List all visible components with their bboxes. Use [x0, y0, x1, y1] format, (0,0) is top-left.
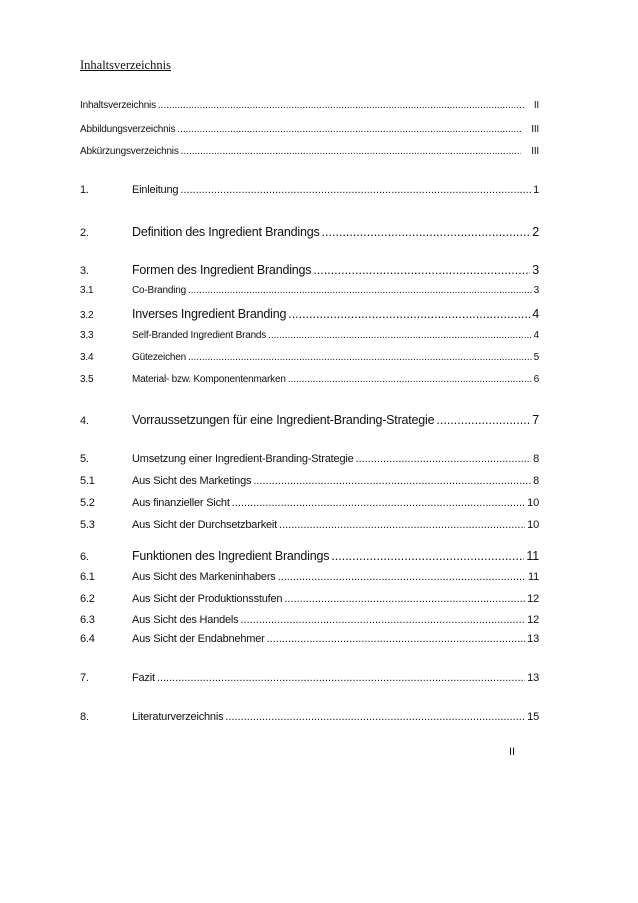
- toc-leader-dots: [313, 263, 530, 277]
- toc-leader-dots: [284, 593, 525, 605]
- toc-leader-dots: [436, 413, 530, 427]
- toc-entry-title: Aus Sicht des Handels: [132, 614, 239, 626]
- page-number: II: [509, 746, 516, 758]
- toc-entry-page: 3: [533, 285, 539, 296]
- toc-entry-number: 6.4: [80, 633, 95, 645]
- toc-entry-title: Inhaltsverzeichnis: [80, 100, 156, 111]
- toc-entry-page: 11: [527, 571, 539, 583]
- toc-entry-number: 7.: [80, 672, 89, 684]
- toc-subentry[interactable]: [80, 330, 539, 341]
- toc-entry-title: Fazit: [132, 672, 155, 684]
- toc-subentry[interactable]: [80, 593, 539, 605]
- toc-entry-title: Umsetzung einer Ingredient-Branding-Strategie: [132, 453, 354, 465]
- toc-leader-dots: [225, 711, 525, 723]
- toc-leader-dots: [157, 672, 525, 684]
- toc-entry-page: 12: [527, 614, 539, 626]
- toc-entry-title: Definition des Ingredient Brandings: [132, 225, 320, 239]
- toc-leader-dots: [288, 374, 532, 385]
- toc-entry-page: 1: [533, 184, 539, 196]
- toc-leader-dots: [180, 184, 531, 196]
- toc-entry-title: Aus finanzieller Sicht: [132, 497, 230, 509]
- toc-entry-title: Aus Sicht der Produktionsstufen: [132, 593, 283, 605]
- toc-entry-number: 5.1: [80, 475, 95, 487]
- toc-leader-dots: [158, 100, 524, 111]
- toc-entry-title: Aus Sicht des Markeninhabers: [132, 571, 276, 583]
- toc-entry[interactable]: [80, 711, 539, 723]
- toc-leader-dots: [181, 146, 522, 157]
- toc-entry-number: 3.1: [80, 285, 94, 296]
- toc-entry-page: 13: [527, 672, 539, 684]
- toc-subentry[interactable]: [80, 285, 539, 296]
- toc-entry-number: 4.: [80, 415, 89, 427]
- toc-entry-number: 6.2: [80, 593, 95, 605]
- toc-entry[interactable]: [80, 184, 539, 196]
- toc-entry[interactable]: [80, 453, 539, 465]
- toc-entry-number: 3.5: [80, 374, 94, 385]
- toc-entry-page: 10: [527, 519, 539, 531]
- toc-leader-dots: [267, 633, 526, 645]
- toc-entry-page: 3: [532, 263, 539, 277]
- toc-leader-dots: [188, 285, 532, 296]
- toc-subentry[interactable]: [80, 519, 539, 531]
- toc-entry-title: Einleitung: [132, 184, 179, 196]
- toc-entry-number: 6.1: [80, 571, 95, 583]
- toc-entry-page: 15: [527, 711, 539, 723]
- toc-heading: Inhaltsverzeichnis: [80, 58, 171, 72]
- toc-entry-page: 13: [527, 633, 539, 645]
- toc-entry-title: Self-Branded Ingredient Brands: [132, 330, 267, 341]
- toc-entry-title: Vorraussetzungen für eine Ingredient-Branding-Strategie: [132, 413, 435, 427]
- toc-entry-number: 2.: [80, 227, 89, 239]
- toc-entry-title: Aus Sicht des Marketings: [132, 475, 252, 487]
- toc-leader-dots: [331, 549, 524, 563]
- toc-entry-page: 2: [532, 225, 539, 239]
- toc-entry-number: 5.2: [80, 497, 95, 509]
- toc-entry-number: 8.: [80, 711, 89, 723]
- toc-entry-page: III: [531, 146, 539, 157]
- toc-entry-page: 5: [533, 352, 539, 363]
- toc-subentry[interactable]: [80, 475, 539, 487]
- toc-front-entry[interactable]: [80, 124, 539, 135]
- toc-entry[interactable]: [80, 225, 539, 239]
- toc-entry-page: 7: [532, 413, 539, 427]
- toc-entry-number: 5.3: [80, 519, 95, 531]
- toc-subentry[interactable]: [80, 374, 539, 385]
- toc-entry-title: Aus Sicht der Durchsetzbarkeit: [132, 519, 278, 531]
- toc-entry-title: Aus Sicht der Endabnehmer: [132, 633, 265, 645]
- toc-entry-page: III: [531, 124, 539, 135]
- toc-entry-title: Formen des Ingredient Brandings: [132, 263, 312, 277]
- toc-entry-number: 1.: [80, 184, 89, 196]
- toc-entry-number: 5.: [80, 453, 89, 465]
- toc-entry-number: 6.: [80, 551, 89, 563]
- toc-entry-page: II: [533, 100, 539, 111]
- toc-entry-title: Inverses Ingredient Branding: [132, 307, 287, 321]
- toc-entry[interactable]: [80, 263, 539, 277]
- toc-entry-page: 8: [533, 475, 539, 487]
- toc-leader-dots: [356, 453, 532, 465]
- toc-leader-dots: [253, 475, 531, 487]
- toc-entry-title: Abkürzungsverzeichnis: [80, 146, 179, 157]
- toc-entry-title: Gütezeichen: [132, 352, 186, 363]
- toc-entry-page: 4: [533, 330, 539, 341]
- toc-entry-number: 3.2: [80, 310, 94, 321]
- toc-leader-dots: [322, 225, 531, 239]
- toc-entry-title: Co-Branding: [132, 285, 186, 296]
- toc-subentry[interactable]: [80, 352, 539, 363]
- toc-front-entry[interactable]: [80, 100, 539, 111]
- toc-subentry[interactable]: [80, 633, 539, 645]
- toc-entry-number: 3.4: [80, 352, 94, 363]
- toc-leader-dots: [240, 614, 525, 626]
- toc-entry-number: 3.: [80, 265, 89, 277]
- toc-leader-dots: [279, 519, 525, 531]
- toc-entry-title: Abbildungsverzeichnis: [80, 124, 176, 135]
- toc-subentry[interactable]: [80, 571, 539, 583]
- toc-entry-number: 3.3: [80, 330, 94, 341]
- toc-leader-dots: [188, 352, 532, 363]
- toc-entry-title: Literaturverzeichnis: [132, 711, 224, 723]
- toc-subentry[interactable]: [80, 307, 539, 321]
- toc-entry-number: 6.3: [80, 614, 95, 626]
- toc-entry[interactable]: [80, 549, 539, 563]
- toc-entry-page: 10: [527, 497, 539, 509]
- toc-leader-dots: [177, 124, 521, 135]
- toc-leader-dots: [288, 307, 530, 321]
- toc-entry-page: 8: [533, 453, 539, 465]
- toc-subentry[interactable]: [80, 497, 539, 509]
- toc-entry-page: 11: [526, 549, 539, 563]
- toc-entry[interactable]: [80, 672, 539, 684]
- toc-entry-title: Funktionen des Ingredient Brandings: [132, 549, 330, 563]
- toc-entry-page: 4: [532, 307, 539, 321]
- toc-entry-page: 6: [533, 374, 539, 385]
- toc-leader-dots: [232, 497, 525, 509]
- toc-subentry[interactable]: [80, 614, 539, 626]
- toc-entry-page: 12: [527, 593, 539, 605]
- toc-leader-dots: [268, 330, 532, 341]
- toc-entry[interactable]: [80, 413, 539, 427]
- toc-leader-dots: [278, 571, 526, 583]
- toc-entry-title: Material- bzw. Komponentenmarken: [132, 374, 286, 385]
- toc-front-entry[interactable]: [80, 146, 539, 157]
